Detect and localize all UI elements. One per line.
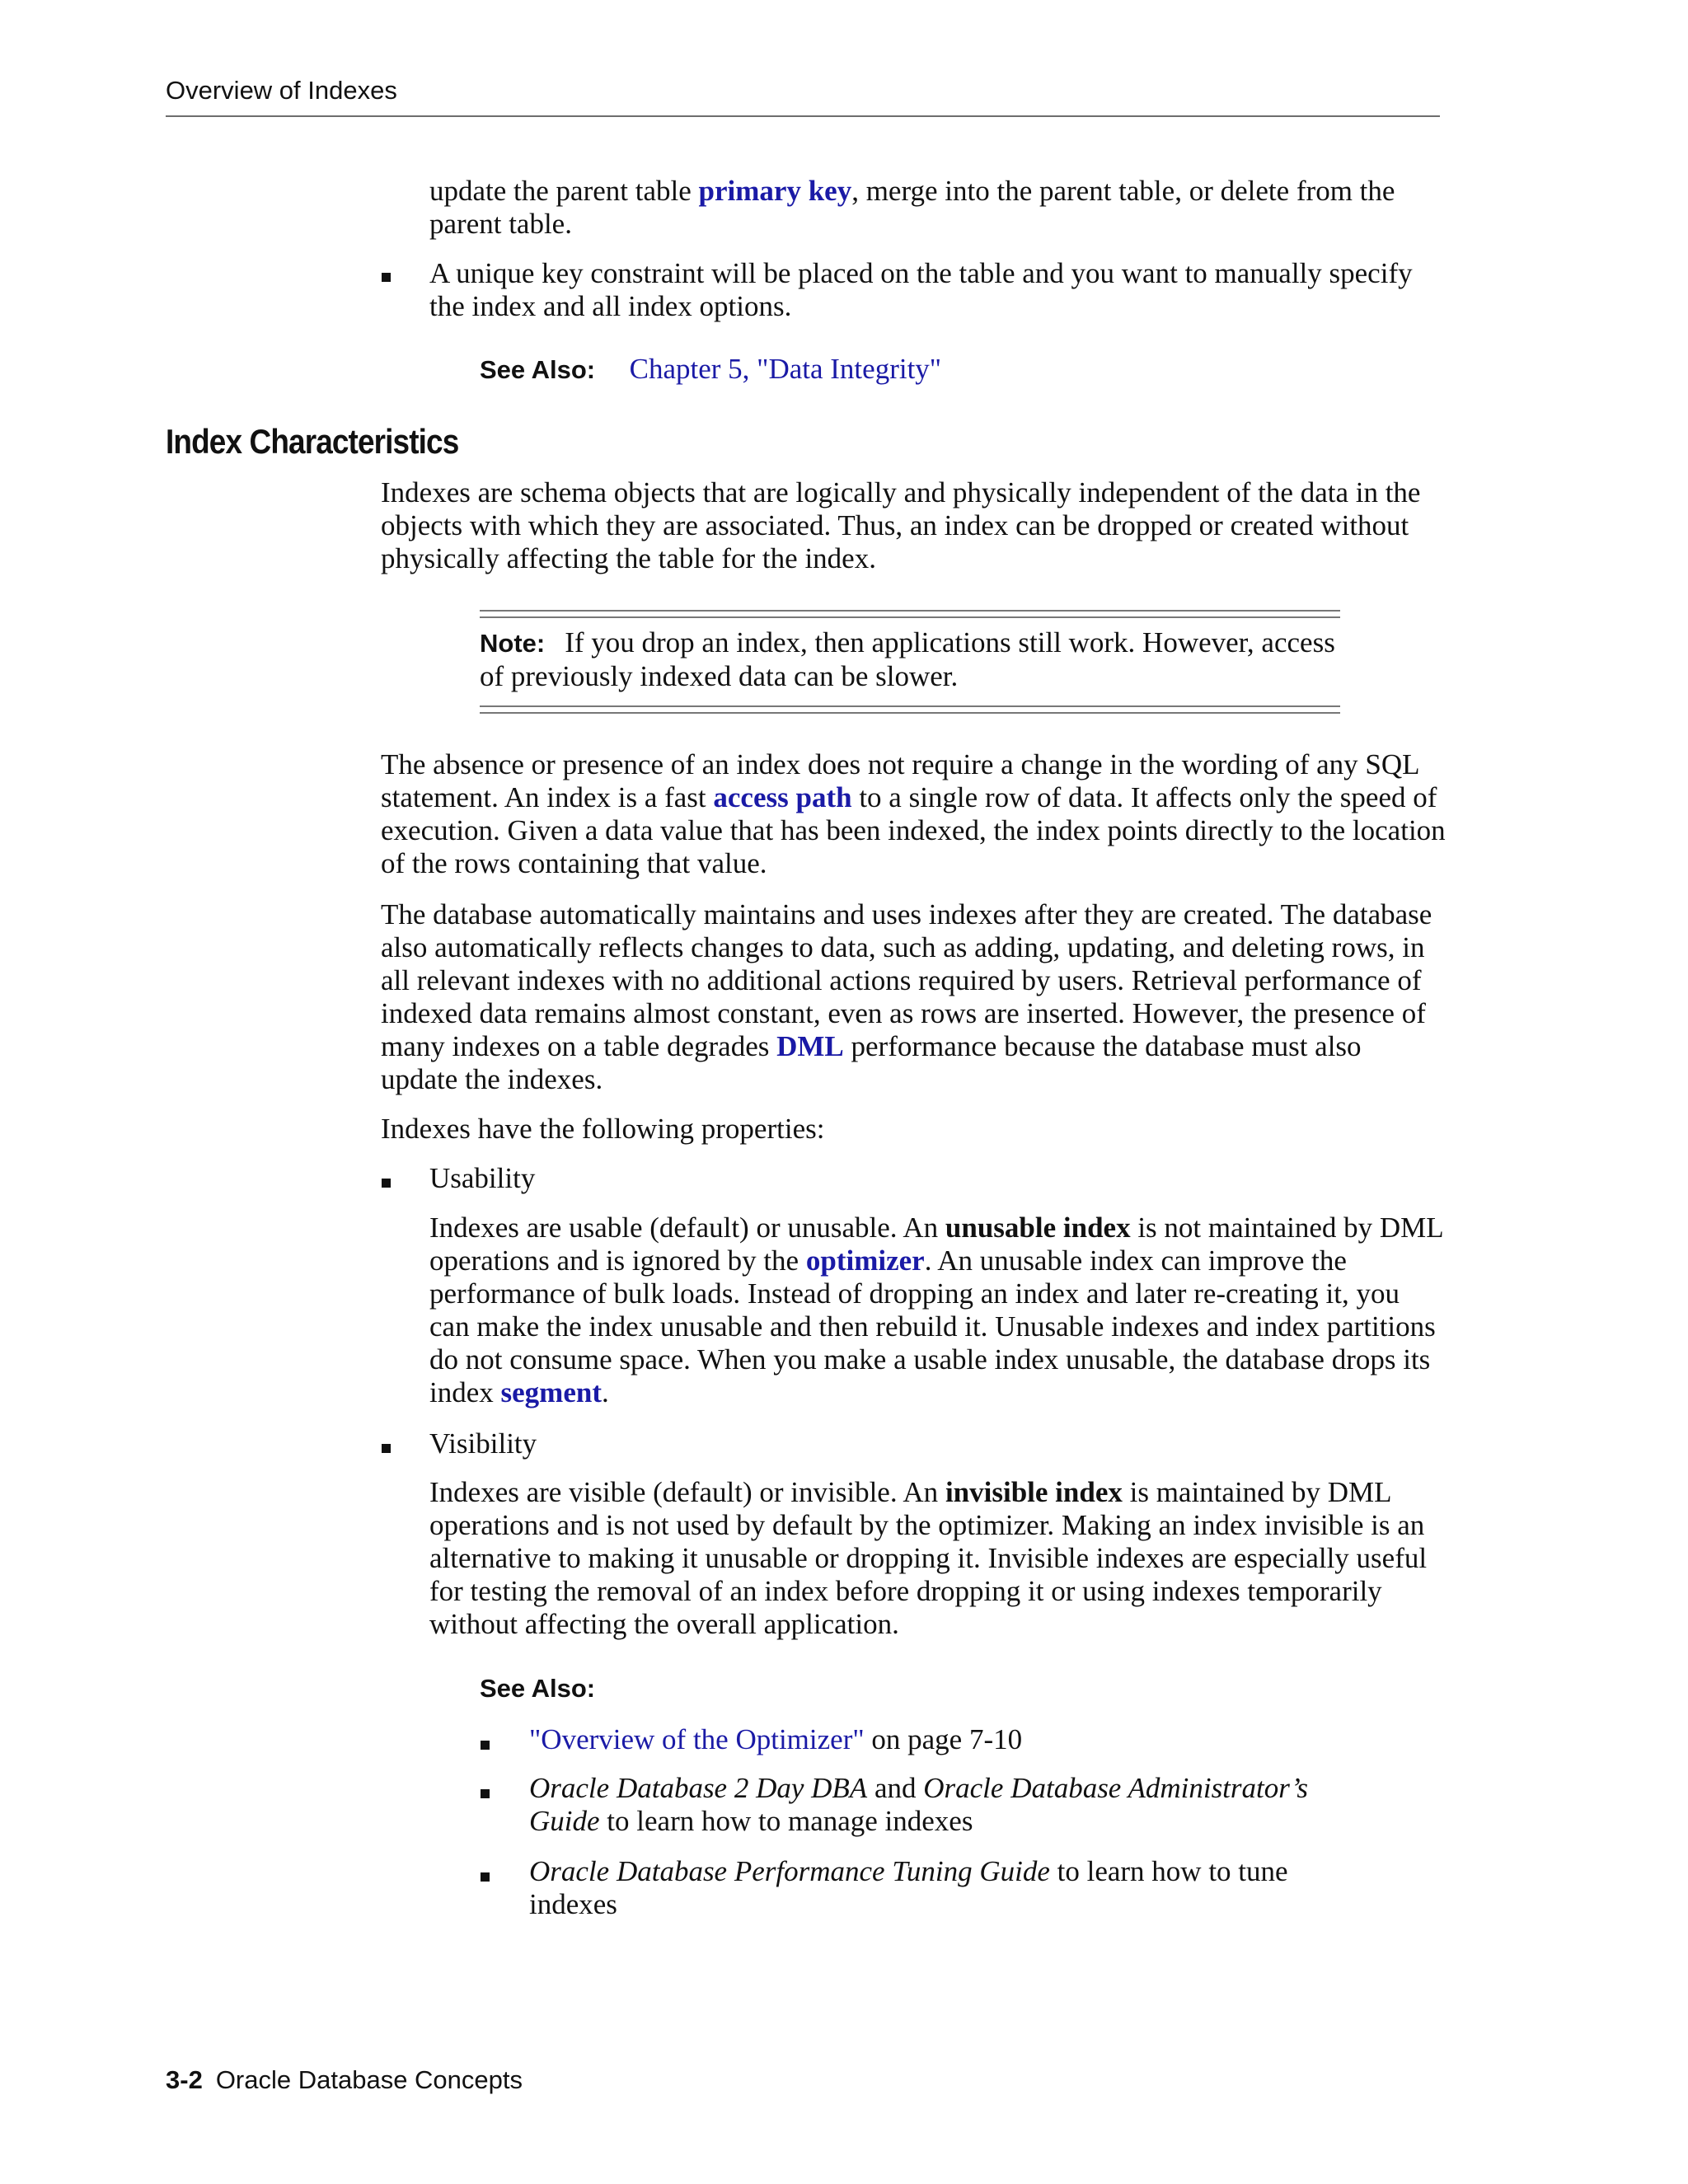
note-top-rule-2 xyxy=(480,616,1340,618)
see-also-label-2: See Also: xyxy=(480,1674,596,1703)
book-title-2-day-dba: Oracle Database 2 Day DBA xyxy=(529,1772,868,1804)
see-also-item-3 xyxy=(529,1855,1312,1921)
link-chapter-5-data-integrity[interactable]: Chapter 5, "Data Integrity" xyxy=(629,353,942,385)
usability-text-2: is not maintained by DML operations and is ignored by the xyxy=(429,1212,1443,1277)
paragraph-1: Indexes are schema objects that are logically and physically independent of the data in the objects with which they are associated. Thus, an index can be dropped or created without physically affecting the table for the index. xyxy=(381,476,1421,574)
bullet-square-icon xyxy=(382,1444,391,1453)
note-label: Note: xyxy=(480,629,546,658)
note-bottom-rule xyxy=(480,705,1340,707)
see-also-item-2 xyxy=(529,1772,1312,1838)
note-box xyxy=(480,626,1340,693)
glossary-link-access-path[interactable]: access path xyxy=(713,781,852,813)
cont-text-1: update the parent table xyxy=(429,175,699,207)
paragraph-4: Indexes have the following properties: xyxy=(381,1113,825,1145)
see-also-label: See Also: xyxy=(480,355,596,384)
glossary-link-optimizer[interactable]: optimizer xyxy=(805,1244,925,1277)
bullet-square-icon xyxy=(481,1741,490,1750)
visibility-description xyxy=(429,1476,1448,1641)
visibility-text-1: Indexes are visible (default) or invisible. An xyxy=(429,1476,945,1508)
usability-text-1: Indexes are usable (default) or unusable. An xyxy=(429,1212,945,1244)
see-also-item-2-and: and xyxy=(867,1772,924,1804)
p2-text-1: The absence or presence of an index does not require a change in the wording of any SQL statement. An index is a fast xyxy=(381,748,1419,813)
visibility-text-2: is maintained by DML operations and is not used by default by the optimizer. Making an index invisible is an alternative to making it unusable or dropping it. Invisible indexes are especially useful for testing the removal of an index before dropping it or using indexes temporarily without affecting the overall application. xyxy=(429,1476,1428,1640)
p3-text-1: The database automatically maintains and uses indexes after they are created. The database also automatically reflects changes to data, such as adding, updating, and deleting rows, in all relevant indexes with no additional actions required by users. Retrieval performance of indexed data remains almost constant, even as rows are inserted. However, the presence of many indexes on a table degrades xyxy=(381,898,1432,1062)
running-head: Overview of Indexes xyxy=(166,76,397,105)
book-title: Oracle Database Concepts xyxy=(215,2065,523,2094)
paragraph-3 xyxy=(381,898,1444,1096)
bullet-square-icon xyxy=(382,273,391,282)
note-bottom-rule-2 xyxy=(480,712,1340,714)
bullet-square-icon xyxy=(481,1872,490,1882)
unique-key-bullet-text: A unique key constraint will be placed on the table and you want to manually specify the index and all index options. xyxy=(429,257,1413,322)
usability-title: Usability xyxy=(429,1162,536,1194)
visibility-title: Visibility xyxy=(429,1427,537,1460)
usability-text-4: . xyxy=(601,1376,609,1408)
continuation-paragraph xyxy=(429,175,1443,241)
usability-description xyxy=(429,1212,1445,1409)
page-number: 3-2 xyxy=(166,2065,203,2094)
book-title-performance-tuning-guide: Oracle Database Performance Tuning Guide xyxy=(529,1855,1050,1887)
book-title-admin-guide: Oracle Database Administrator’s Guide xyxy=(529,1772,1308,1837)
p3-text-2: performance because the database must also update the indexes. xyxy=(381,1030,1362,1095)
link-overview-of-the-optimizer[interactable]: "Overview of the Optimizer" xyxy=(529,1723,865,1755)
glossary-link-primary-key[interactable]: primary key xyxy=(698,175,852,207)
see-also-item-1-rest: on page 7-10 xyxy=(864,1723,1023,1755)
note-top-rule xyxy=(480,610,1340,612)
see-also-item-1 xyxy=(529,1723,1353,1756)
see-also-block xyxy=(480,353,941,387)
term-invisible-index: invisible index xyxy=(945,1476,1123,1508)
cont-text-2: , merge into the parent table, or delete from the parent table. xyxy=(429,175,1395,240)
bullet-square-icon xyxy=(481,1789,490,1798)
p2-text-2: to a single row of data. It affects only the speed of execution. Given a data value that has been indexed, the index points directly to the location of the rows containing that value. xyxy=(381,781,1446,879)
usability-text-3: . An unusable index can improve the performance of bulk loads. Instead of dropping an index and later re-creating it, you can make the index unusable and then rebuild it. Unusable indexes and index partitions do not consume space. When you make a usable index unusable, the database drops its index xyxy=(429,1244,1436,1408)
header-rule xyxy=(166,115,1440,117)
section-heading: Index Characteristics xyxy=(166,422,459,461)
glossary-link-segment[interactable]: segment xyxy=(500,1376,602,1408)
term-unusable-index: unusable index xyxy=(945,1212,1131,1244)
bullet-square-icon xyxy=(382,1179,391,1188)
glossary-link-dml[interactable]: DML xyxy=(776,1030,844,1062)
see-also-item-2-rest: to learn how to manage indexes xyxy=(599,1805,973,1837)
page-footer xyxy=(166,2065,523,2095)
note-text: If you drop an index, then applications still work. However, access of previously indexed data can be slower. xyxy=(480,626,1335,692)
see-also-item-3-rest: to learn how to tune indexes xyxy=(529,1855,1288,1920)
paragraph-2 xyxy=(381,748,1446,880)
